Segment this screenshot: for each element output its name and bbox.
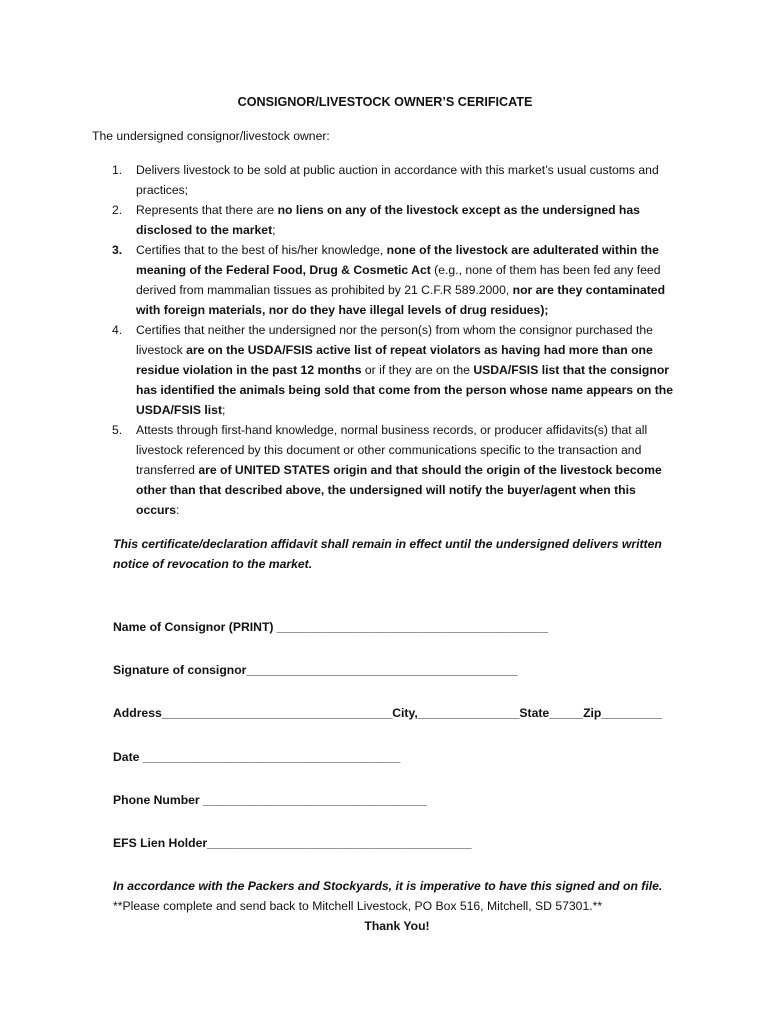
thank-you-text: Thank You! [364,919,430,933]
footer-mailing-instructions: **Please complete and send back to Mitchell Livestock, PO Box 516, Mitchell, SD 57301.** [113,899,603,913]
item-number: 3. [112,243,123,257]
item-bold-text: no liens on any of the livestock except as the undersigned has disclosed to the market [136,203,640,237]
list-item [112,320,677,420]
item-number: 5. [112,423,123,437]
document-title: CONSIGNOR/LIVESTOCK OWNER’S CERIFICATE [237,95,533,109]
certification-list [112,160,677,520]
phone-number-field[interactable]: Phone Number _________________________________ [113,793,427,807]
item-number: 2. [112,203,123,217]
item-text: : [175,503,180,517]
item-text: (e.g., none of them has been fed any feed derived from mammalian tissues as prohibited by 21 C.F.R 589.2000, [136,263,661,297]
item-bold-text: are on the USDA/FSIS active list of repeat violators as having had more than one residue violation in the past 12 months [136,343,653,377]
list-item [112,240,677,320]
item-bold-text: none of the livestock are adulterated within the meaning of the Federal Food, Drug & Cosmetic Act [136,243,659,277]
consignor-signature-field[interactable]: Signature of consignor________________________________________ [113,663,518,677]
item-text: or if they are on the [361,363,474,377]
list-item [112,160,677,200]
item-text: Certifies that to the best of his/her knowledge, [136,243,387,257]
affidavit-statement: This certificate/declaration affidavit shall remain in effect until the undersigned delivers written notice of revocation to the market. [113,537,662,571]
address-field[interactable]: Address__________________________________City,_______________State_____Zip_________ [113,706,663,720]
item-text: Delivers livestock to be sold at public auction in accordance with this market’s usual customs and practices; [136,163,659,197]
item-text: Attests through first-hand knowledge, normal business records, or producer affidavits(s) that all livestock referenced by this document or other communications specific to the transaction and transferred [136,423,648,477]
intro-text: The undersigned consignor/livestock owner: [92,129,330,143]
item-text: Certifies that neither the undersigned nor the person(s) from whom the consignor purchased the livestock [136,323,653,357]
item-bold-text: nor are they contaminated with foreign materials, nor do they have illegal levels of drug residues); [136,283,666,317]
list-item [112,420,677,520]
item-number: 1. [112,163,123,177]
efs-lien-holder-field[interactable]: EFS Lien Holder_______________________________________ [113,836,472,850]
item-bold-text: are of UNITED STATES origin and that should the origin of the livestock become other than that described above, the undersigned will notify the buyer/agent when this occurs [136,463,662,517]
footer-requirement-note: In accordance with the Packers and Stockyards, it is imperative to have this signed and on file. [113,879,663,893]
item-text: ; [272,223,276,237]
item-text: ; [222,403,226,417]
item-number: 4. [112,323,123,337]
item-bold-text: USDA/FSIS list that the consignor has identified the animals being sold that come from the person whose name appears on the USDA/FSIS list [136,363,674,417]
date-field[interactable]: Date ______________________________________ [113,750,401,764]
consignor-name-field[interactable]: Name of Consignor (PRINT) ________________________________________ [113,620,548,634]
item-text: Represents that there are [136,203,278,217]
list-item [112,200,677,240]
